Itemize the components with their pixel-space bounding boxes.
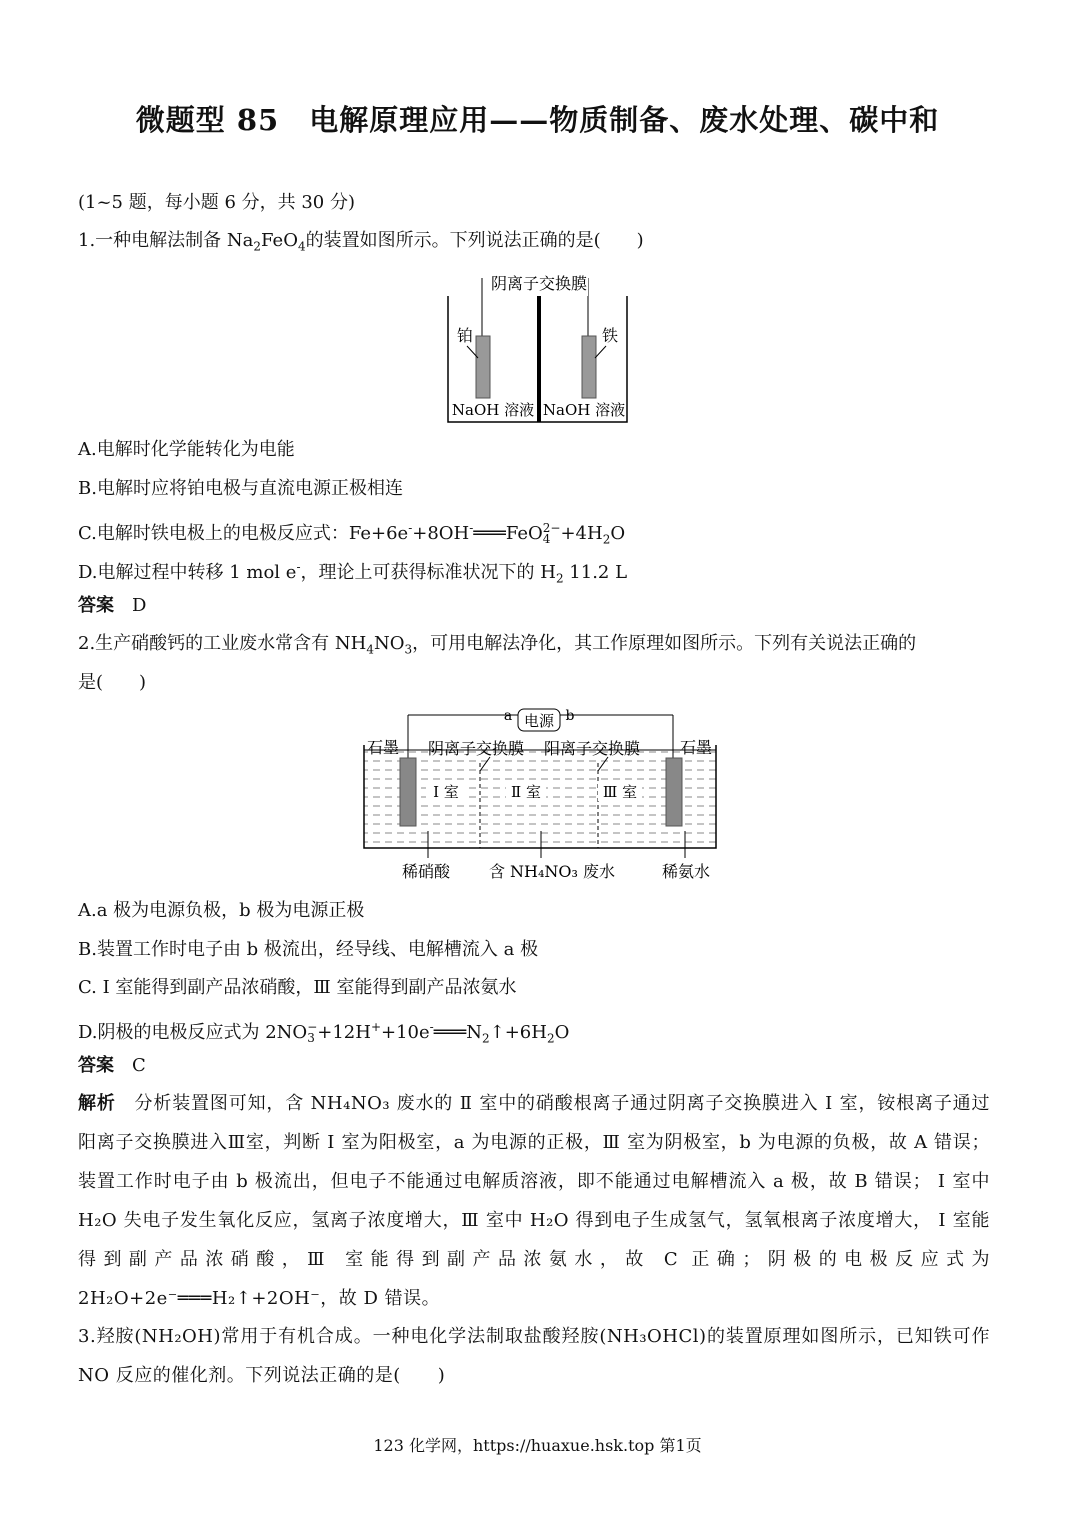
q1-stem: 1.一种电解法制备 $Na_2FeO_4$的装置如图所示。下列说法正确的是( ) [78, 230, 644, 254]
q2-figure [360, 703, 720, 888]
q2-option-d: D.阴极的电极反应式为 2NO − 3 $+12H^++10e^-═══N_2↑+6H_2O$ [78, 1020, 570, 1046]
q2-room-3: Ⅲ 室 [602, 783, 638, 801]
q1-right-solution-label: NaOH 溶液 [542, 401, 626, 419]
q2-stem-line2: 是( ) [78, 672, 147, 693]
q2-analysis: 解析 分析装置图可知，含 NH₄NO₃ 废水的 Ⅱ 室中的硝酸根离子通过阴离子交换膜进入 Ⅰ 室，铵根离子通过阳离子交换膜进入Ⅲ室，判断 Ⅰ 室为阳极室，a 为电源的正极，Ⅲ 室为阴极室，b 为电源的负极，故 A 错误；装置工作时电子由 b 极流出，但电子不能通过电解质溶液，即不能通过电解槽流入 a 极，故 B 错误； Ⅰ 室中 H₂O 失电子发生氧化反应，氢离子浓度增大，Ⅲ 室中 H₂O 得到电子生成氢气，氢氧根离子浓度增大， Ⅰ 室能得到副产品浓硝酸，Ⅲ 室能得到副产品浓氨水，故 C 正确；阴极的电极反应式为 2H₂O+2e⁻═══H₂↑+2OH⁻，故 D 错误。 [78, 1093, 990, 1309]
q2-room-2: Ⅱ 室 [511, 783, 541, 801]
q2-power-label: 电源 [523, 712, 555, 730]
q2-membrane-left-label: 阴离子交换膜 [427, 739, 525, 758]
intro-text: (1~5 题，每小题 6 分，共 30 分) [78, 192, 355, 213]
page-title: 微题型 85 电解原理应用——物质制备、废水处理、碳中和 [135, 103, 940, 137]
q2-left-graphite-label: 石墨 [366, 738, 400, 757]
q2-option-a: A.a 极为电源负极，b 极为电源正极 [78, 900, 365, 921]
q2-bottom-left-label: 稀硝酸 [401, 862, 451, 881]
q2-pole-b: b [565, 708, 575, 724]
q2-option-c: C. Ⅰ 室能得到副产品浓硝酸，Ⅲ 室能得到副产品浓氨水 [78, 977, 517, 998]
q2-membrane-right-label: 阳离子交换膜 [543, 739, 641, 758]
q2-pole-a: a [503, 708, 513, 724]
q2-bottom-mid-label: 含 NH₄NO₃ 废水 [488, 862, 616, 881]
q3-stem: 3.羟胺(NH₂OH)常用于有机合成。一种电化学法制取盐酸羟胺(NH₃OHCl)的装置原理如图所示，已知铁可作 NO 反应的催化剂。下列说法正确的是( ) [78, 1326, 990, 1386]
q1-left-electrode-label: 铂 [456, 326, 474, 345]
q2-option-b: B.装置工作时电子由 b 极流出，经导线、电解槽流入 a 极 [78, 939, 539, 960]
q1-left-solution-label: NaOH 溶液 [451, 401, 535, 419]
q2-analysis-label: 解析 [78, 1093, 116, 1114]
q2-room-1: Ⅰ 室 [433, 783, 459, 801]
q1-membrane-label: 阴离子交换膜 [490, 274, 588, 293]
q2-stem-line1: 2.生产硝酸钙的工业废水常含有 $NH_4NO_3$，可用电解法净化，其工作原理如图所示。下列有关说法正确的 [78, 633, 917, 657]
page-footer: 123 化学网，https://huaxue.hsk.top 第1页 [373, 1436, 702, 1455]
q1-answer: 答案 D [78, 595, 147, 616]
q2-answer: 答案 C [78, 1055, 146, 1076]
q1-right-electrode-label: 铁 [601, 326, 619, 345]
q1-option-d: D.电解过程中转移 1 mol e-，理论上可获得标准状况下的 $H_2$ 11.2 L [78, 560, 628, 586]
q2-bottom-right-label: 稀氨水 [661, 862, 711, 881]
q1-option-c: C.电解时铁电极上的电极反应式：Fe+6e-+8OH-═══FeO 2− 4 $+4H_2O$ [78, 521, 626, 547]
q2-right-graphite-label: 石墨 [679, 738, 713, 757]
q1-option-b: B.电解时应将铂电极与直流电源正极相连 [78, 478, 403, 499]
q1-figure [440, 268, 635, 428]
q1-option-a: A.电解时化学能转化为电能 [78, 439, 295, 460]
